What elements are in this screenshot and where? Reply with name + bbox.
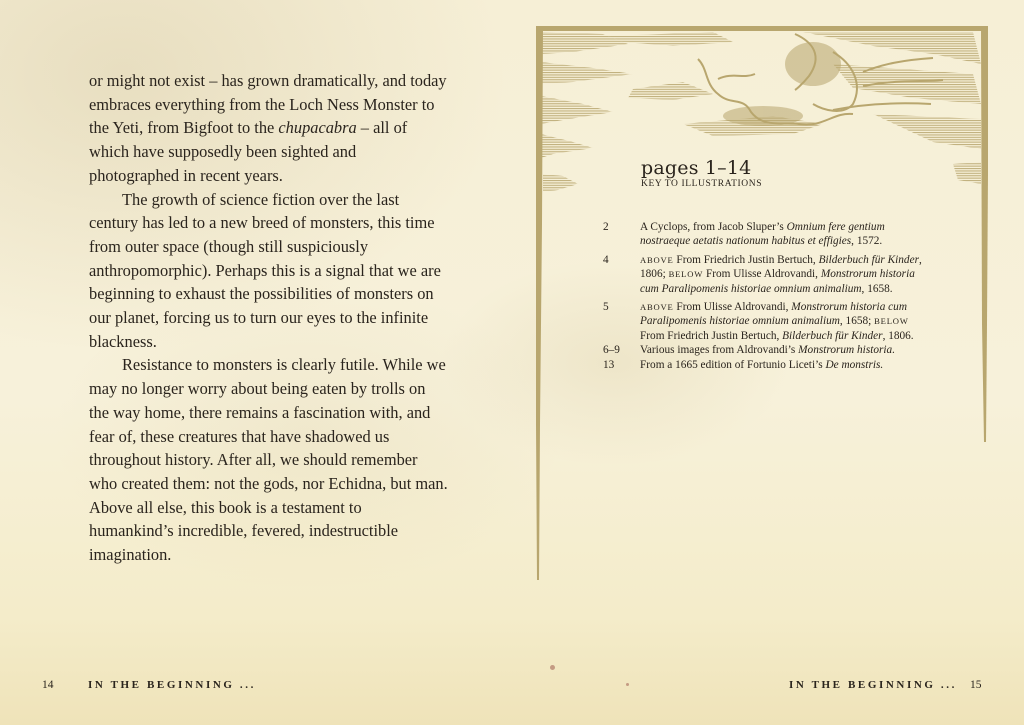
text-segment-italic: Bilderbuch für Kinder	[782, 329, 883, 342]
text-segment: , 1658.	[861, 282, 893, 295]
paper-speck	[626, 683, 629, 686]
page-number-left: 14	[42, 679, 54, 691]
paragraph-2	[89, 188, 449, 354]
text-segment-smallcaps: BELOW	[874, 316, 909, 327]
text-segment-smallcaps: ABOVE	[640, 302, 674, 313]
text-segment: or might not exist – has grown dramatically, and today embraces everything from the Loch Ness Monster to the Yeti, from Bigfoot to the	[89, 71, 447, 138]
key-entry	[603, 358, 933, 372]
text-segment: The growth of science fiction over the last century has led to a new breed of monsters, this time from outer space (though still suspiciously anthropomorphic). Perhaps this is a signal that we are beginning to exhaust the possibilities of monsters on our planet, forcing us to turn our eyes to the infinite blackness.	[89, 189, 441, 351]
text-segment-italic: Monstrorum historia cum Paralipomenis historiae omnium animalium	[640, 268, 915, 295]
text-segment: Resistance to monsters is clearly futile. While we may no longer worry about being eaten by trolls on the way home, there remains a fascination with, and fear of, these creatures that have shadowed us throughout history. After all, we should remember who created them: not the gods, nor Echidna, but man. Above all else, this book is a testament to humankind’s incredible, fevered, indestructible imagination.	[89, 355, 448, 565]
text-segment: From Ulisse Aldrovandi,	[673, 301, 792, 314]
paragraph-3	[89, 353, 449, 566]
key-entry-description	[640, 253, 933, 296]
text-segment-smallcaps: ABOVE	[640, 254, 674, 265]
text-segment: , 1572.	[851, 235, 883, 248]
text-segment-italic: Bilderbuch für Kinder	[818, 253, 919, 266]
key-entry	[603, 220, 933, 249]
text-segment-italic: De monstris.	[825, 358, 884, 371]
key-title: pages 1–14	[641, 157, 752, 179]
key-entry-pages: 2	[603, 221, 609, 233]
text-segment: , 1806;	[640, 253, 922, 281]
key-entry-description	[640, 300, 933, 343]
text-segment: From Ulisse Aldrovandi,	[703, 268, 821, 281]
text-segment-italic: Monstrorum historia cum Paralipomenis historiae omnium animalium	[640, 301, 907, 328]
text-segment-italic: chupacabra	[278, 118, 357, 138]
text-segment: , 1658;	[839, 315, 875, 328]
text-segment: Various images from Aldrovandi’s	[640, 344, 799, 357]
key-entry	[603, 253, 933, 296]
text-segment-smallcaps: BELOW	[668, 269, 704, 280]
text-segment-italic: Monstrorum historia.	[798, 344, 896, 357]
key-entry-description	[640, 358, 933, 372]
key-entry-pages: 13	[603, 358, 615, 371]
key-entry-description	[640, 220, 933, 249]
paragraph-1	[89, 69, 449, 188]
text-segment: From a 1665 edition of Fortunio Liceti’s	[640, 358, 826, 371]
text-segment: – all of which have supposedly been sighted and photographed in recent years.	[89, 118, 408, 185]
page-number-right: 15	[970, 679, 982, 691]
text-segment: A Cyclops, from Jacob Sluper’s	[640, 221, 787, 233]
key-entry	[603, 343, 933, 357]
text-segment: From Friedrich Justin Bertuch,	[673, 253, 819, 266]
key-entry-pages: 6–9	[603, 344, 620, 357]
key-entry-pages: 4	[603, 253, 609, 266]
body-text	[89, 69, 449, 567]
key-heading	[641, 158, 762, 189]
key-entry	[603, 300, 933, 343]
paper-speck	[550, 665, 555, 670]
running-head-right: IN THE BEGINNING ...	[789, 679, 957, 691]
text-segment: , 1806.	[882, 329, 914, 342]
key-subtitle: KEY TO ILLUSTRATIONS	[641, 179, 763, 189]
key-entry-description	[640, 343, 933, 357]
text-segment: From Friedrich Justin Bertuch,	[640, 329, 783, 342]
key-entry-pages: 5	[603, 301, 609, 314]
text-segment-italic: Omnium fere gentium nostraeque aetatis nationum habitus et effigies	[640, 221, 885, 248]
illustration-key-list	[603, 220, 933, 376]
running-head-left: IN THE BEGINNING ...	[88, 679, 256, 691]
